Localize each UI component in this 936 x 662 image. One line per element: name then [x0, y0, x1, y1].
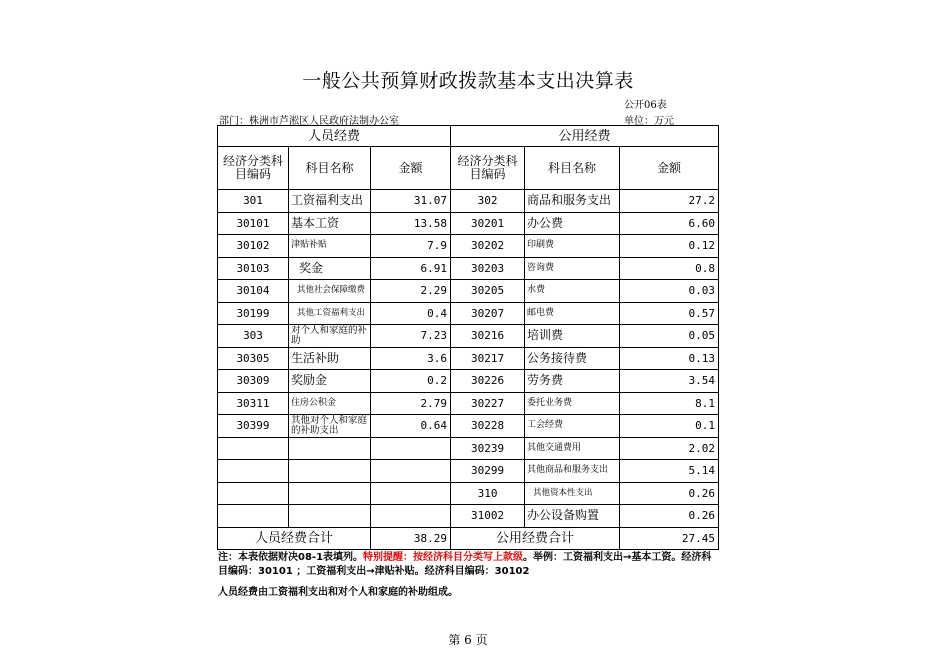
- left-code-cell: 301: [218, 190, 289, 213]
- right-code-cell: 30217: [451, 347, 525, 370]
- left-amount-cell: [371, 482, 451, 505]
- left-name-cell: 其他工资福利支出: [289, 302, 371, 325]
- left-code-cell: [218, 460, 289, 483]
- table-row: [218, 460, 719, 483]
- section-public: 公用经费: [451, 126, 719, 147]
- right-amount-cell: 8.1: [620, 392, 719, 415]
- right-name-cell: 劳务费: [525, 370, 620, 393]
- header-name-left: 科目名称: [289, 147, 371, 190]
- table-row: [218, 482, 719, 505]
- right-amount-cell: 3.54: [620, 370, 719, 393]
- footnote-warning: 特别提醒：按经济科目分类写上款级: [363, 552, 524, 563]
- right-code-cell: 30216: [451, 325, 525, 348]
- right-code-cell: 30202: [451, 235, 525, 258]
- public-total-value: 27.45: [620, 527, 719, 549]
- table-row: [218, 370, 719, 393]
- right-code-cell: 30226: [451, 370, 525, 393]
- footnote-part1: 注：本表依据财决08-1表填列。: [218, 552, 364, 563]
- right-amount-cell: 0.26: [620, 505, 719, 528]
- form-number: 公开06表: [624, 100, 667, 111]
- left-code-cell: 30104: [218, 280, 289, 303]
- right-name-cell: 工会经费: [525, 415, 620, 438]
- table-row: [218, 392, 719, 415]
- left-amount-cell: 0.4: [371, 302, 451, 325]
- table-row: [218, 190, 719, 213]
- left-code-cell: 30102: [218, 235, 289, 258]
- left-amount-cell: [371, 437, 451, 460]
- left-name-cell: 其他对个人和家庭的补助支出: [289, 415, 371, 438]
- left-amount-cell: 31.07: [371, 190, 451, 213]
- left-name-cell: 奖励金: [289, 370, 371, 393]
- left-code-cell: 30103: [218, 257, 289, 280]
- left-name-cell: 生活补助: [289, 347, 371, 370]
- left-name-cell: 其他社会保障缴费: [289, 280, 371, 303]
- page-title: 一般公共预算财政拨款基本支出决算表: [302, 70, 634, 92]
- right-name-cell: 印刷费: [525, 235, 620, 258]
- right-code-cell: 30207: [451, 302, 525, 325]
- right-name-cell: 委托业务费: [525, 392, 620, 415]
- left-code-cell: 30101: [218, 212, 289, 235]
- right-name-cell: 咨询费: [525, 257, 620, 280]
- table-row: [218, 505, 719, 528]
- personnel-total-label: 人员经费合计: [218, 527, 371, 549]
- left-code-cell: 30305: [218, 347, 289, 370]
- left-name-cell: 住房公积金: [289, 392, 371, 415]
- expenditure-table: [217, 125, 719, 550]
- left-name-cell: [289, 437, 371, 460]
- right-amount-cell: 27.2: [620, 190, 719, 213]
- left-amount-cell: [371, 505, 451, 528]
- public-total-label: 公用经费合计: [451, 527, 620, 549]
- left-amount-cell: 7.9: [371, 235, 451, 258]
- footnote-line2: 人员经费由工资福利支出和对个人和家庭的补助组成。: [218, 587, 458, 598]
- table-row: [218, 325, 719, 348]
- left-amount-cell: 2.79: [371, 392, 451, 415]
- left-code-cell: 30311: [218, 392, 289, 415]
- right-amount-cell: 0.8: [620, 257, 719, 280]
- personnel-total-value: 38.29: [371, 527, 451, 549]
- left-amount-cell: 2.29: [371, 280, 451, 303]
- table-row: [218, 302, 719, 325]
- table-row: [218, 415, 719, 438]
- left-amount-cell: 13.58: [371, 212, 451, 235]
- right-code-cell: 30227: [451, 392, 525, 415]
- right-name-cell: 办公设备购置: [525, 505, 620, 528]
- right-name-cell: 水费: [525, 280, 620, 303]
- left-amount-cell: 3.6: [371, 347, 451, 370]
- totals-row: [218, 527, 719, 549]
- table-row: [218, 280, 719, 303]
- right-amount-cell: 2.02: [620, 437, 719, 460]
- left-amount-cell: [371, 460, 451, 483]
- left-code-cell: [218, 437, 289, 460]
- left-code-cell: 30309: [218, 370, 289, 393]
- left-name-cell: 津贴补贴: [289, 235, 371, 258]
- right-amount-cell: 0.05: [620, 325, 719, 348]
- left-name-cell: 对个人和家庭的补助: [289, 325, 371, 348]
- section-header-row: [218, 126, 719, 147]
- left-name-cell: [289, 460, 371, 483]
- right-name-cell: 商品和服务支出: [525, 190, 620, 213]
- left-name-cell: 奖金: [289, 257, 371, 280]
- right-code-cell: 30299: [451, 460, 525, 483]
- footnote: [218, 551, 718, 579]
- department-label: 部门：株洲市芦淞区人民政府法制办公室: [219, 116, 399, 127]
- column-header-row: [218, 147, 719, 190]
- right-name-cell: 培训费: [525, 325, 620, 348]
- left-code-cell: [218, 505, 289, 528]
- right-code-cell: 30205: [451, 280, 525, 303]
- right-code-cell: 31002: [451, 505, 525, 528]
- left-name-cell: 工资福利支出: [289, 190, 371, 213]
- left-amount-cell: 6.91: [371, 257, 451, 280]
- right-amount-cell: 0.26: [620, 482, 719, 505]
- left-amount-cell: 0.64: [371, 415, 451, 438]
- right-amount-cell: 5.14: [620, 460, 719, 483]
- right-name-cell: 其他资本性支出: [525, 482, 620, 505]
- right-code-cell: 30201: [451, 212, 525, 235]
- left-name-cell: [289, 505, 371, 528]
- right-name-cell: 办公费: [525, 212, 620, 235]
- right-amount-cell: 0.57: [620, 302, 719, 325]
- right-name-cell: 公务接待费: [525, 347, 620, 370]
- right-amount-cell: 0.1: [620, 415, 719, 438]
- table-row: [218, 257, 719, 280]
- right-code-cell: 30239: [451, 437, 525, 460]
- table-row: [218, 437, 719, 460]
- table-row: [218, 347, 719, 370]
- left-code-cell: 30399: [218, 415, 289, 438]
- right-code-cell: 310: [451, 482, 525, 505]
- section-personnel: 人员经费: [218, 126, 451, 147]
- unit-label: 单位：万元: [624, 116, 674, 127]
- right-amount-cell: 0.12: [620, 235, 719, 258]
- left-code-cell: 303: [218, 325, 289, 348]
- footnote-part3: 。举例：工资福利支出→基本工资。经济科目编码：30101 ；工资福利支出→津贴补贴。经济科目编码：30102: [218, 552, 712, 577]
- right-name-cell: 邮电费: [525, 302, 620, 325]
- right-amount-cell: 0.03: [620, 280, 719, 303]
- header-name-right: 科目名称: [525, 147, 620, 190]
- left-name-cell: [289, 482, 371, 505]
- left-amount-cell: 0.2: [371, 370, 451, 393]
- right-code-cell: 302: [451, 190, 525, 213]
- left-name-cell: 基本工资: [289, 212, 371, 235]
- right-code-cell: 30228: [451, 415, 525, 438]
- table-row: [218, 235, 719, 258]
- left-code-cell: [218, 482, 289, 505]
- header-amount-left: 金额: [371, 147, 451, 190]
- right-name-cell: 其他交通费用: [525, 437, 620, 460]
- header-code-right: 经济分类科目编码: [451, 147, 525, 190]
- right-code-cell: 30203: [451, 257, 525, 280]
- header-code-left: 经济分类科目编码: [218, 147, 289, 190]
- left-code-cell: 30199: [218, 302, 289, 325]
- left-amount-cell: 7.23: [371, 325, 451, 348]
- right-name-cell: 其他商品和服务支出: [525, 460, 620, 483]
- table-row: [218, 212, 719, 235]
- right-amount-cell: 6.60: [620, 212, 719, 235]
- right-amount-cell: 0.13: [620, 347, 719, 370]
- header-amount-right: 金额: [620, 147, 719, 190]
- page-number: 第 6 页: [448, 633, 488, 647]
